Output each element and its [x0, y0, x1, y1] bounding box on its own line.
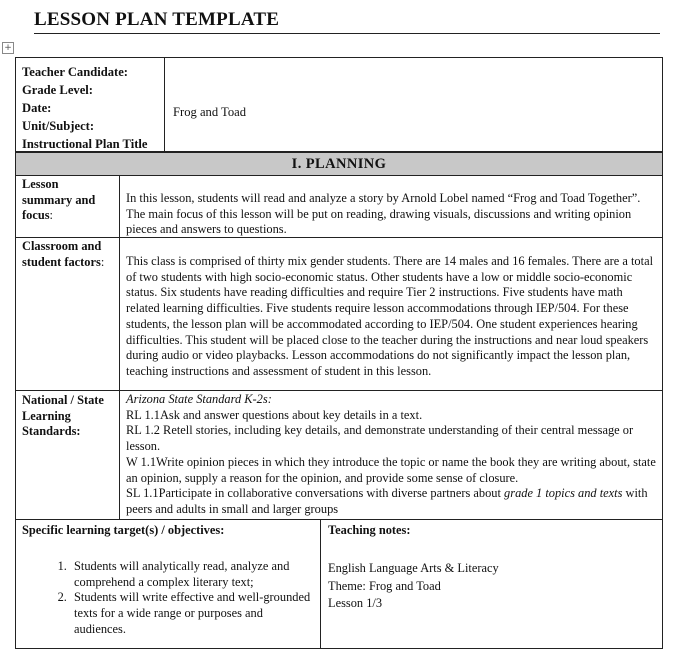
teaching-note-line: Theme: Frog and Toad	[328, 578, 441, 593]
label-date: Date:	[22, 101, 52, 115]
summary-text[interactable]: In this lesson, students will read and analyze a story by Arnold Lobel named “Frog and Toad Together”. The main focus of this lesson will be put on reading, drawing visuals, discussions and writing opinion pieces and answers to questions.	[126, 191, 641, 237]
document-title: LESSON PLAN TEMPLATE	[34, 9, 280, 30]
standard-rl-1-2: RL 1.2 Retell stories, including key details, and demonstrate understanding of their central message or lesson.	[126, 423, 634, 454]
teaching-note-line: Lesson 1/3	[328, 596, 383, 610]
objective-item: 1. Students will analytically read, analyze and comprehend a complex literary text;	[70, 559, 316, 590]
classroom-label	[22, 239, 120, 270]
objectives-heading: Specific learning target(s) / objectives:	[22, 523, 225, 537]
header-labels	[22, 63, 167, 153]
label-teacher-candidate: Teacher Candidate:	[22, 65, 129, 79]
classroom-label-line: student factors	[22, 254, 101, 269]
standards-label	[22, 393, 120, 440]
classroom-label-line: Classroom and	[22, 239, 102, 253]
planning-section-heading: I. PLANNING	[15, 152, 663, 176]
label-instructional-plan-title: Instructional Plan Title	[22, 137, 148, 151]
standard-sl-text: SL 1.1Participate in collaborative conversations with diverse partners about	[126, 486, 505, 501]
standards-text[interactable]	[126, 392, 657, 518]
standards-label-line: National / State	[22, 393, 104, 407]
standard-sl-italic: grade 1 topics and texts	[504, 486, 623, 501]
standard-set-title: Arizona State Standard K-2s:	[126, 392, 272, 406]
standard-w-1-1: W 1.1Write opinion pieces in which they introduce the topic or name the book they are writing about, state an opinion, supply a reason for the opinion, and provide some sense of closure.	[126, 454, 656, 485]
summary-label-line: Lesson	[22, 177, 59, 191]
summary-label-colon: :	[49, 208, 53, 223]
teaching-notes-text[interactable]	[328, 560, 658, 613]
standard-sl-text: with peers and adults in small and larger groups	[126, 486, 648, 516]
standard-rl-1-1: RL 1.1Ask and answer questions about key details in a text.	[126, 407, 423, 422]
standards-label-line: Learning	[22, 408, 71, 423]
title-underline	[34, 33, 660, 34]
label-grade-level: Grade Level:	[22, 83, 93, 97]
classroom-label-colon: :	[100, 254, 105, 269]
label-unit-subject: Unit/Subject:	[22, 119, 95, 133]
standards-label-line: Standards:	[22, 424, 81, 439]
classroom-text[interactable]: This class is comprised of thirty mix gender students. There are 14 males and 16 females. There are a total of two students with high socio-economic status. Other students have a low or middle socio-economic status. Six students have reading difficulties and require Tier 2 instructions. Five students have math related learning difficulties. Five students require lesson accommodations through IEP/504. For these students, the lesson plan will be accommodated according to IEP/504. One student experiences hearing difficulties. This student will be placed close to the teacher during the instructions and near loud speakers during audio or video playbacks. Lesson accommodations do not significantly impact the lesson plan, teaching instructions and assessment of student in this lesson.	[126, 254, 654, 378]
objectives-list[interactable]	[22, 559, 316, 638]
table-move-handle-icon[interactable]: +	[2, 42, 14, 54]
summary-label	[22, 177, 120, 224]
objective-item: 2. Students will write effective and well-grounded texts for a wide range or purposes and audiences.	[70, 590, 316, 637]
teaching-note-line: English Language Arts & Literacy	[328, 561, 499, 575]
summary-label-line: summary and	[22, 192, 96, 207]
plan-title-value[interactable]: Frog and Toad	[173, 105, 247, 119]
standard-sl-1-1	[126, 486, 657, 517]
teaching-notes-heading: Teaching notes:	[328, 523, 411, 537]
summary-label-line: focus	[22, 208, 50, 223]
